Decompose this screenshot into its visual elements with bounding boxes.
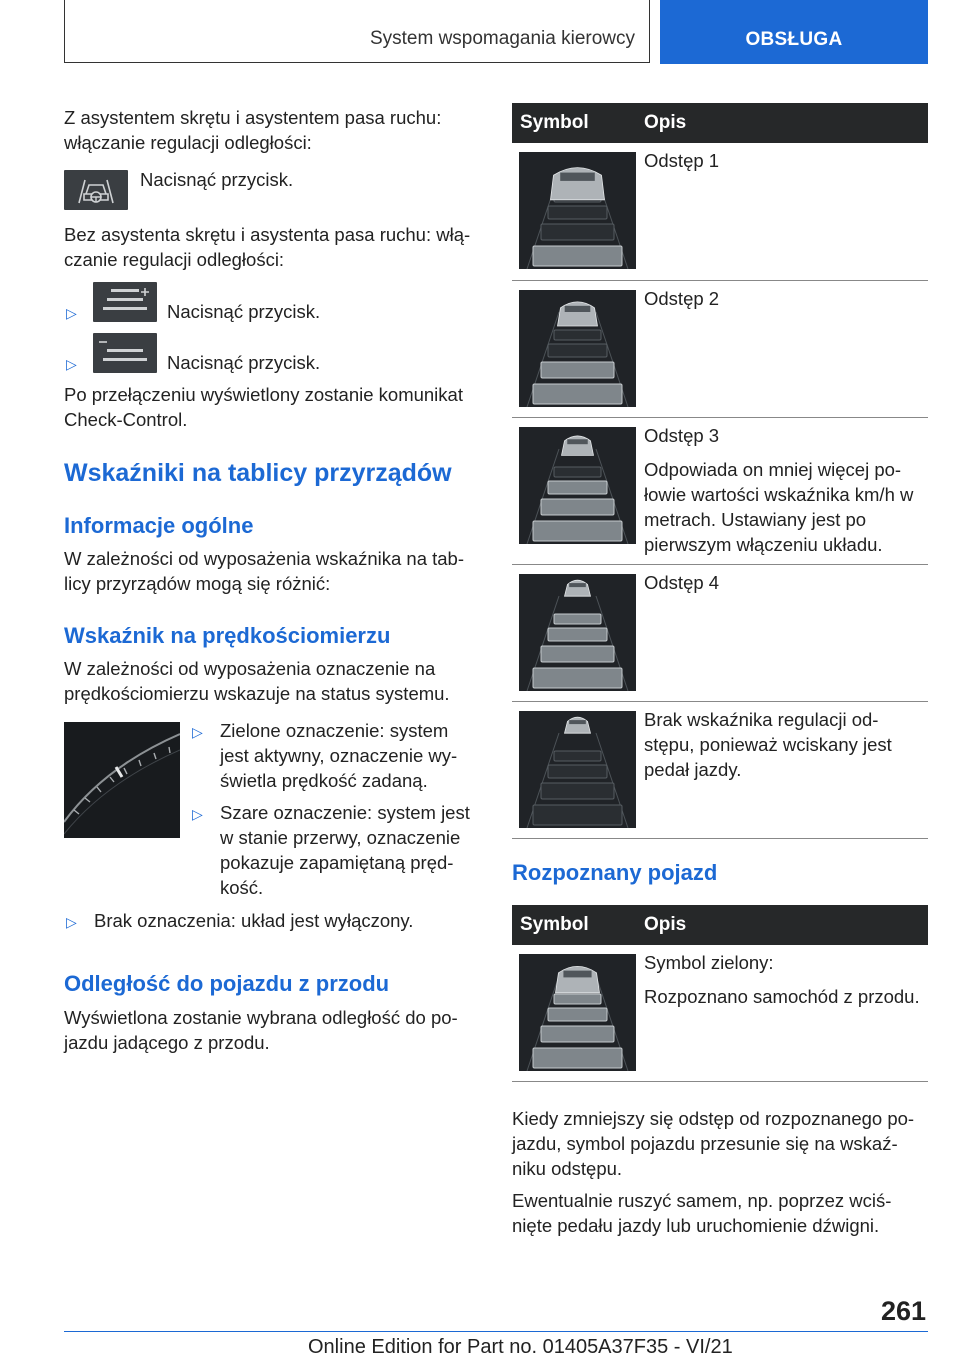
column-header-description: Opis <box>644 103 928 143</box>
description-text: Odstęp 2 <box>644 287 720 309</box>
description-cell <box>644 945 928 1082</box>
no-assist-paragraph: Bez asystenta skrętu i asystenta pasa ruchu: włą-czanie regulacji odległości: <box>64 224 471 270</box>
description-text: Odstęp 3 <box>644 424 720 446</box>
description-cell <box>644 701 928 838</box>
description-cell <box>644 143 928 280</box>
distance-symbol-table <box>512 103 928 839</box>
car-distance-indicator-image <box>519 152 636 269</box>
speedometer-marking-image <box>64 722 180 838</box>
table-header-row <box>512 103 928 143</box>
triangle-bullet-icon: ▷ <box>66 305 77 321</box>
heading-distance: Odległość do pojazdu z przodu <box>64 971 390 996</box>
distance-decrease-button-icon <box>93 333 157 373</box>
heading-general-info: Informacje ogólne <box>64 513 254 538</box>
general-info-paragraph: W zależności od wyposażenia wskaźnika na tab-licy przyrządów mogą się różnić: <box>64 548 464 594</box>
symbol-cell <box>512 143 644 280</box>
table-row <box>512 280 928 417</box>
description-text: Rozpoznano samochód z przodu. <box>644 986 920 1007</box>
column-header-symbol: Symbol <box>512 905 644 945</box>
description-text: Symbol zielony: <box>644 952 774 973</box>
table-row <box>512 945 928 1082</box>
triangle-bullet-icon: ▷ <box>192 724 203 740</box>
car-distance-indicator-image <box>519 290 636 407</box>
table-header-row <box>512 905 928 945</box>
chapter-title: System wspomagania kierowcy <box>369 28 635 49</box>
triangle-bullet-icon: ▷ <box>66 914 77 930</box>
triangle-bullet-icon: ▷ <box>192 806 203 822</box>
recognized-vehicle-table <box>512 905 928 1082</box>
speedometer-paragraph: W zależności od wyposażenia oznaczenie na prędkościomierzu wskazuje na status systemu. <box>64 658 450 704</box>
drive-off-paragraph: Ewentualnie ruszyć samem, np. poprzez wciś-nięte pedału jazdy lub uruchomienie dźwigni. <box>512 1190 892 1236</box>
symbol-cell <box>512 417 644 564</box>
description-text: Odpowiada on mniej więcej po-łowie wartości wskaźnika km/h w metrach. Ustawiany jest po pierwszym włączeniu układu. <box>644 458 914 555</box>
symbol-cell <box>512 564 644 701</box>
section-title: OBSŁUGA <box>745 29 843 50</box>
heading-speedometer: Wskaźnik na prędkościomierzu <box>64 623 391 648</box>
page-header <box>64 0 928 64</box>
table-row <box>512 564 928 701</box>
description-cell <box>644 280 928 417</box>
table-row <box>512 417 928 564</box>
intro-paragraph: Z asystentem skrętu i asystentem pasa ruchu: włączanie regulacji odległości: <box>64 107 442 153</box>
car-distance-indicator-image <box>519 574 636 691</box>
chapter-tab <box>64 0 650 63</box>
distance-shrink-paragraph: Kiedy zmniejszy się odstęp od rozpoznanego po-jazdu, symbol pojazdu przesunie się na wskaź-niku odstępu. <box>512 1108 915 1179</box>
edition-footer: Online Edition for Part no. 01405A37F35 - VI/21 <box>308 1336 733 1358</box>
car-distance-indicator-image <box>519 711 636 828</box>
symbol-cell <box>512 701 644 838</box>
table-row <box>512 143 928 280</box>
heading-recognized-vehicle: Rozpoznany pojazd <box>512 860 718 885</box>
symbol-cell <box>512 280 644 417</box>
section-tab <box>660 0 928 64</box>
table-row <box>512 701 928 838</box>
heading-instrument-indicators: Wskaźniki na tablicy przyrządów <box>64 459 452 487</box>
press-button-text-1: Nacisnąć przycisk. <box>140 169 294 190</box>
distance-paragraph: Wyświetlona zostanie wybrana odległość do po-jazdu jadącego z przodu. <box>64 1007 458 1053</box>
description-text: Odstęp 1 <box>644 150 720 171</box>
description-text: Brak wskaźnika regulacji od-stępu, ponieważ wciskany jest pedał jazdy. <box>644 708 892 780</box>
column-header-description: Opis <box>644 905 928 945</box>
press-button-text-3: Nacisnąć przycisk. <box>167 352 321 373</box>
description-cell <box>644 564 928 701</box>
check-control-paragraph: Po przełączeniu wyświetlony zostanie komunikat Check-Control. <box>64 384 463 430</box>
distance-increase-button-icon <box>93 282 157 322</box>
triangle-bullet-icon: ▷ <box>66 356 77 372</box>
description-cell <box>644 417 928 564</box>
car-distance-indicator-image <box>519 954 636 1071</box>
driver-assist-button-icon <box>64 170 128 210</box>
press-button-text-2: Nacisnąć przycisk. <box>167 301 321 322</box>
description-text: Odstęp 4 <box>644 571 720 593</box>
footer-divider <box>64 1331 928 1332</box>
symbol-cell <box>512 945 644 1082</box>
page-number: 261 <box>880 1296 926 1326</box>
bullet-grey-marking: Szare oznaczenie: system jest w stanie przerwy, oznaczenie pokazuje zapamiętaną pręd-kość. <box>220 802 470 898</box>
bullet-green-marking: Zielone oznaczenie: system jest aktywny, oznaczenie wy-świetla prędkość zadaną. <box>220 720 458 791</box>
bullet-no-marking: Brak oznaczenia: układ jest wyłączony. <box>94 910 414 931</box>
car-distance-indicator-image <box>519 427 636 544</box>
column-header-symbol: Symbol <box>512 103 644 143</box>
